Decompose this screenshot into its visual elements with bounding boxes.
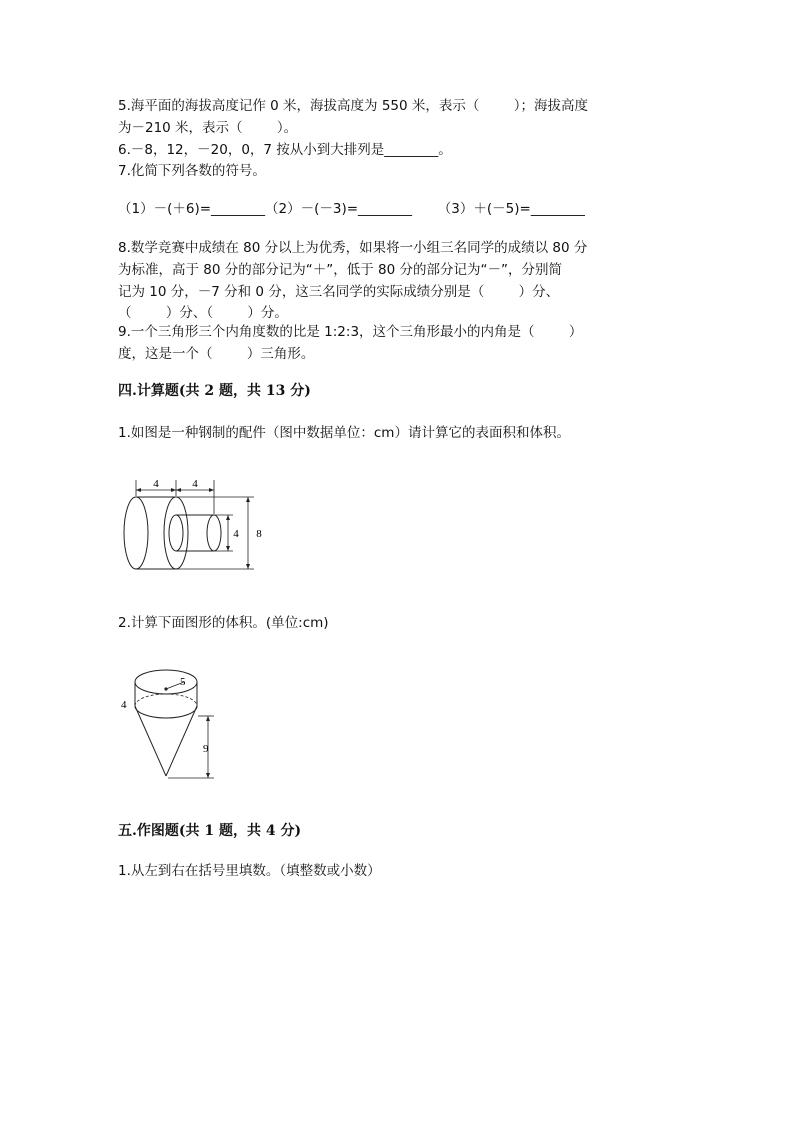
- q5-line1: 5.海平面的海拔高度记作 0 米，海拔高度为 550 米，表示（ ）；海拔高度: [118, 98, 588, 114]
- q8-line3: 记为 10 分，－7 分和 0 分，这三名同学的实际成绩分别是（ ）分、: [118, 284, 560, 300]
- q9-line1: 9.一个三角形三个内角度数的比是 1:2:3，这个三角形最小的内角是（ ）: [118, 324, 583, 340]
- dim-label-c: 4: [233, 528, 239, 540]
- dim-label-b: 4: [192, 478, 198, 490]
- q8-line2: 为标准，高于 80 分的部分记为“＋”，低于 80 分的部分记为“－”，分别简: [118, 262, 562, 278]
- section4-q2: 2.计算下面图形的体积。(单位:cm): [118, 615, 329, 631]
- q8-line1: 8.数学竞赛中成绩在 80 分以上为优秀，如果将一小组三名同学的成绩以 80 分: [118, 240, 588, 256]
- cylinder-cone-figure: [118, 662, 228, 787]
- q7-title: 7.化简下列各数的符号。: [118, 163, 266, 179]
- cylinder-height-label: 4: [121, 699, 127, 711]
- section4-heading: 四.计算题(共 2 题，共 13 分): [118, 383, 311, 399]
- section5-q1: 1.从左到右在括号里填数。（填整数或小数）: [118, 863, 381, 879]
- section4-q1: 1.如图是一种钢制的配件（图中数据单位：cm）请计算它的表面积和体积。: [118, 425, 570, 441]
- q8-line4: （ ）分、（ ）分。: [118, 305, 288, 321]
- q7-items: （1）－(＋6)=________（2）－(－3)=________ （3）＋(－5)=________: [118, 201, 585, 217]
- q6-line: 6.－8，12，－20，0，7 按从小到大排列是________。: [118, 142, 452, 158]
- section5-heading: 五.作图题(共 1 题，共 4 分): [118, 823, 302, 839]
- radius-label: 5: [180, 676, 186, 688]
- dim-label-a: 4: [153, 478, 159, 490]
- cone-height-label: 9: [203, 743, 209, 755]
- q9-line2: 度，这是一个（ ）三角形。: [118, 346, 315, 362]
- dim-label-d: 8: [256, 528, 262, 540]
- q5-line2: 为－210 米，表示（ ）。: [118, 120, 298, 136]
- steel-part-figure: [118, 472, 278, 577]
